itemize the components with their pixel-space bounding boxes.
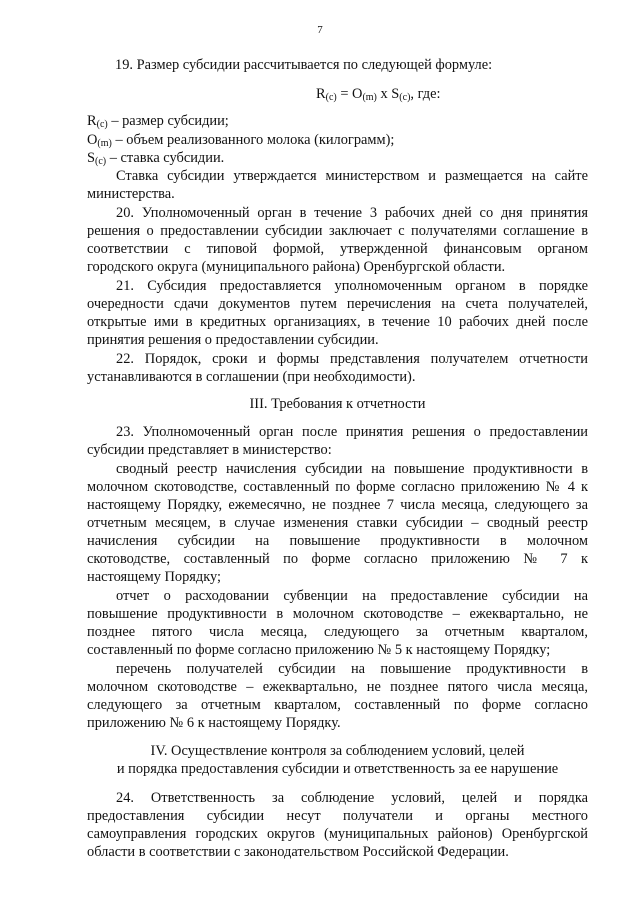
def-symbol: O <box>87 132 98 148</box>
p23-line: отчет о расходовании субвенции на предоставление субсидии на <box>116 588 588 604</box>
p19-lead: 19. Размер субсидии рассчитывается по следующей формуле: <box>115 57 493 73</box>
p20-line: 20. Уполномоченный орган в течение 3 рабочих дней со дня принятия <box>116 205 588 221</box>
p20-line: городского округа (муниципального района) Оренбургской области. <box>87 259 506 275</box>
p23-line: повышение продуктивности в молочном скотоводстве – ежеквартально, не <box>87 606 588 622</box>
formula-r: R <box>316 86 326 102</box>
p21-line: очередности сдачи документов путем перечисления на счета получателей, <box>87 296 588 312</box>
formula-tail: , где: <box>410 86 441 102</box>
formula <box>316 85 441 103</box>
p23-line: субсидии представляет в министерство: <box>87 442 332 458</box>
formula-s-sub: (c) <box>399 92 411 103</box>
def-subscript: (c) <box>96 119 108 130</box>
p20-line: решения о предоставлении субсидии заключает с получателями соглашение в <box>87 223 588 239</box>
def-symbol: S <box>87 150 96 166</box>
p23-line: молочном скотоводстве, составленный по форме согласно приложению № 4 к <box>87 479 588 495</box>
p20-line: соответствии с типовой формой, утвержденной финансовым органом <box>87 241 588 257</box>
def-subscript: (c) <box>95 156 107 167</box>
p22-line: устанавливаются в соглашении (при необходимости). <box>87 369 416 385</box>
formula-o-sub: (m) <box>362 92 377 103</box>
p23-line: настоящему Порядку; <box>87 569 221 585</box>
def-text: – ставка субсидии. <box>106 150 225 166</box>
p23-line: приложению № 6 к настоящему Порядку. <box>87 715 341 731</box>
definition-s <box>87 149 224 167</box>
section-3-heading: III. Требования к отчетности <box>249 396 426 412</box>
p23-line: 23. Уполномоченный орган после принятия решения о предоставлении <box>116 424 588 440</box>
p24-line: 24. Ответственность за соблюдение условий, целей и порядка <box>116 790 588 806</box>
p23-line: скотоводстве, составленный по форме согласно приложению № 7 к <box>87 551 588 567</box>
p24-line: предоставления субсидии несут получатели и органы местного <box>87 808 588 824</box>
p21-line: принятия решения о предоставлении субсидии. <box>87 332 379 348</box>
p23-line: следующего за отчетным кварталом, составленный по форме согласно <box>87 697 588 713</box>
p22-line: 22. Порядок, сроки и формы представления получателем отчетности <box>116 351 588 367</box>
formula-r-sub: (c) <box>325 92 337 103</box>
page-number: 7 <box>317 24 323 36</box>
def-subscript: (m) <box>97 138 112 149</box>
def-text: – размер субсидии; <box>107 113 229 129</box>
p23-line: начисления субсидии на повышение продуктивности в молочном <box>87 533 588 549</box>
rate-line-1: Ставка субсидии утверждается министерством и размещается на сайте <box>116 168 588 184</box>
def-symbol: R <box>87 113 97 129</box>
p23-line: молочном скотоводстве – ежеквартально, не позднее пятого числа месяца, <box>87 679 588 695</box>
p23-line: перечень получателей субсидии на повышение продуктивности в <box>116 661 588 677</box>
p24-line: области в соответствии с законодательством Российской Федерации. <box>87 844 509 860</box>
p21-line: открытые ими в кредитных организациях, в течение 10 рабочих дней после <box>87 314 588 330</box>
p23-line: составленный по форме согласно приложению № 5 к настоящему Порядку; <box>87 642 551 658</box>
definition-o <box>87 131 394 149</box>
formula-eq: = O <box>336 86 363 102</box>
p21-line: 21. Субсидия предоставляется уполномоченным органом в порядке <box>116 278 588 294</box>
p24-line: самоуправления городских округов (муниципальных районов) Оренбургской <box>87 826 588 842</box>
section-4-heading-line-1: IV. Осуществление контроля за соблюдением условий, целей <box>150 743 525 759</box>
p23-line: позднее пятого числа месяца, следующего за отчетным кварталом, <box>87 624 588 640</box>
def-text: – объем реализованного молока (килограмм); <box>111 132 395 148</box>
definition-r <box>87 112 229 130</box>
section-4-heading-line-2: и порядка предоставления субсидии и ответственность за ее нарушение <box>116 761 559 777</box>
p23-line: настоящему Порядку, ежемесячно, не позднее 7 числа месяца, следующего за <box>87 497 588 513</box>
rate-line-2: министерства. <box>87 186 175 202</box>
formula-x: x S <box>376 86 400 102</box>
p23-line: сводный реестр начисления субсидии на повышение продуктивности в <box>116 461 588 477</box>
p23-line: отчетным месяцем, в случае изменения ставки субсидии – сводный реестр <box>87 515 588 531</box>
